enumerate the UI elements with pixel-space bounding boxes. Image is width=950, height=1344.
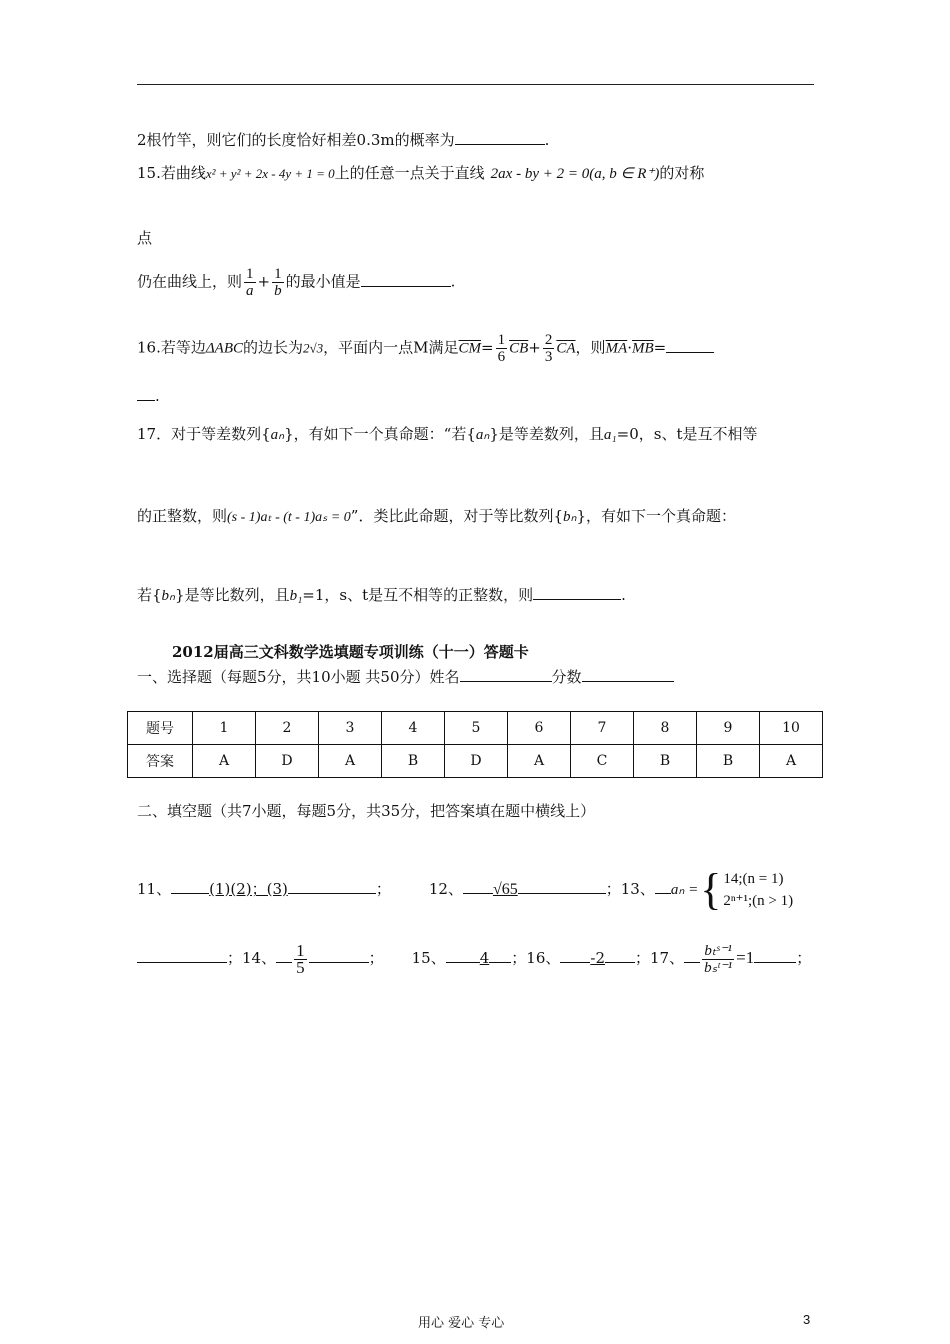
table-cell: 8 bbox=[634, 712, 697, 745]
blank-pad bbox=[276, 948, 292, 963]
vector-ca: $\overline{CA}$ bbox=[556, 340, 576, 357]
period: . bbox=[155, 387, 160, 405]
answer-17[interactable]: $\frac{\text{bₜˢ⁻¹}}{\text{bₛᵗ⁻¹}}$ bbox=[704, 942, 733, 976]
answer-blank[interactable] bbox=[361, 272, 451, 287]
a13-lhs: aₙ = bbox=[670, 882, 699, 898]
sep: ； bbox=[368, 949, 384, 967]
b1: b₁ bbox=[289, 588, 303, 604]
fraction-1-over-a: $\frac{1}{a}$ bbox=[246, 266, 254, 299]
footer-motto: 用心 爱心 专心 bbox=[418, 1316, 505, 1331]
a11-label: 11、 bbox=[137, 880, 172, 898]
table-cell[interactable]: A bbox=[760, 745, 823, 778]
a13-case1: 14;(n = 1) bbox=[723, 871, 784, 887]
equals: = bbox=[481, 338, 494, 357]
table-row bbox=[128, 745, 823, 778]
answer-13[interactable] bbox=[670, 865, 794, 914]
blank-pad bbox=[518, 879, 606, 894]
table-cell: 1 bbox=[193, 712, 256, 745]
blank-pad bbox=[446, 948, 480, 963]
q16-blank-cont bbox=[137, 386, 160, 406]
line-equation: 2ax - by + 2 = 0(a, b ∈ R⁺) bbox=[490, 166, 660, 182]
sep: ； bbox=[511, 949, 527, 967]
score-label: 分数 bbox=[551, 668, 582, 686]
q17-l1-d: =0，s、t是互不相等 bbox=[616, 425, 758, 443]
sep: ； bbox=[227, 949, 243, 967]
table-cell: 2 bbox=[256, 712, 319, 745]
q17-l2-b: ”．类比此命题，对于等比数列{ bbox=[350, 507, 564, 525]
blank-pad bbox=[655, 879, 671, 894]
table-row bbox=[128, 712, 823, 745]
q16-lead: 16.若等边 bbox=[137, 338, 206, 357]
table-cell[interactable]: B bbox=[634, 745, 697, 778]
table-cell[interactable]: A bbox=[319, 745, 382, 778]
a17-rhs: =1 bbox=[736, 948, 755, 967]
vector-cm: $\overline{CM}$ bbox=[458, 340, 482, 357]
blank-pad bbox=[560, 948, 590, 963]
q15-line3-b: 的最小值是 bbox=[285, 272, 361, 291]
answer-12[interactable]: √65 bbox=[492, 881, 518, 898]
seq-bn: bₙ bbox=[563, 509, 577, 525]
a15-label: 15、 bbox=[411, 949, 446, 967]
period: . bbox=[544, 131, 550, 149]
fraction-2-3: $\frac{2}{3}$ bbox=[544, 332, 553, 365]
vector-mb: $\overline{MB}$ bbox=[632, 340, 654, 357]
q16-line bbox=[137, 332, 714, 365]
answer-table bbox=[127, 711, 823, 778]
q17-line2 bbox=[137, 506, 736, 528]
curve-equation: x² + y² + 2x - 4y + 1 = 0 bbox=[205, 166, 335, 181]
answer-blank[interactable] bbox=[455, 130, 545, 145]
blank-pad bbox=[605, 948, 635, 963]
sep: ； bbox=[635, 949, 651, 967]
table-cell: 3 bbox=[319, 712, 382, 745]
a16-label: 16、 bbox=[526, 949, 561, 967]
blank-pad bbox=[288, 879, 376, 894]
sep: ； bbox=[796, 949, 812, 967]
table-cell: 5 bbox=[445, 712, 508, 745]
q16-mid3: ，则 bbox=[575, 338, 606, 357]
side-length: 2√3 bbox=[303, 340, 324, 356]
table-cell[interactable]: B bbox=[697, 745, 760, 778]
table-cell: 9 bbox=[697, 712, 760, 745]
q17-l2-a: 的正整数，则 bbox=[137, 507, 228, 525]
q15-line3-a: 仍在曲线上，则 bbox=[137, 272, 243, 291]
period: . bbox=[450, 272, 456, 291]
q16-mid1: 的边长为 bbox=[243, 338, 304, 357]
table-cell: 7 bbox=[571, 712, 634, 745]
table-cell[interactable]: A bbox=[508, 745, 571, 778]
q17-l1-c: }是等差数列，且 bbox=[489, 425, 604, 443]
section2-header: 二、填空题（共7小题，每题5分，共35分，把答案填在题中横线上） bbox=[137, 802, 596, 820]
fraction-1-6: $\frac{1}{6}$ bbox=[497, 332, 506, 365]
answer-label: 答案 bbox=[128, 745, 193, 778]
plus: + bbox=[528, 338, 541, 357]
q15-lead: 15.若曲线 bbox=[137, 164, 206, 182]
answer-blank[interactable] bbox=[666, 338, 714, 353]
answer-15[interactable]: 4 bbox=[479, 949, 490, 967]
table-cell[interactable]: A bbox=[193, 745, 256, 778]
seq-bn: bₙ bbox=[161, 588, 176, 604]
seq-an: aₙ bbox=[270, 427, 285, 443]
period: . bbox=[621, 586, 626, 604]
table-cell: 10 bbox=[760, 712, 823, 745]
equals-2: = bbox=[653, 338, 667, 357]
seq-an: aₙ bbox=[475, 427, 490, 443]
a14-label: 14、 bbox=[242, 949, 277, 967]
q16-mid2: ，平面内一点M满足 bbox=[323, 338, 459, 357]
brace-icon: { bbox=[700, 865, 722, 914]
q17-l1-b: }，有如下一个真命题：“若{ bbox=[284, 425, 476, 443]
q17-l3-c: =1，s、t是互不相等的正整数，则 bbox=[302, 586, 534, 604]
score-field[interactable] bbox=[582, 667, 674, 682]
q15-tail: 的对称 bbox=[659, 164, 705, 182]
q14-tail bbox=[137, 130, 549, 150]
blank-pad bbox=[171, 879, 209, 894]
a12-label: 12、 bbox=[428, 880, 463, 898]
table-cell[interactable]: D bbox=[256, 745, 319, 778]
a13-label: 13、 bbox=[620, 880, 655, 898]
vector-cb: $\overline{CB}$ bbox=[509, 340, 529, 357]
blank-pad bbox=[754, 948, 796, 963]
blank-pad bbox=[309, 948, 369, 963]
blank-pad bbox=[463, 879, 493, 894]
triangle: ΔABC bbox=[205, 340, 243, 357]
q15-mid: 上的任意一点关于直线 bbox=[334, 164, 485, 182]
sep: ； bbox=[605, 880, 621, 898]
header-rule bbox=[137, 84, 814, 85]
blank-pad bbox=[489, 948, 511, 963]
vector-ma: $\overline{MA}$ bbox=[605, 340, 628, 357]
q15-line1 bbox=[137, 163, 704, 184]
sep: ； bbox=[375, 880, 391, 898]
page-number: 3 bbox=[803, 1312, 811, 1327]
fill-answers-row1 bbox=[137, 865, 794, 914]
fill-answers-row2 bbox=[137, 938, 811, 978]
a13-case2: 2ⁿ⁺¹;(n > 1) bbox=[723, 893, 794, 909]
table-cell[interactable]: D bbox=[445, 745, 508, 778]
arith-formula: (s - 1)aₜ - (t - 1)aₛ = 0 bbox=[227, 510, 351, 525]
q15-line2: 点 bbox=[137, 229, 153, 247]
answer-card-title: 2012届高三文科数学选填题专项训练（十一）答题卡 bbox=[172, 643, 529, 661]
blank-pad bbox=[684, 948, 700, 963]
name-field[interactable] bbox=[460, 667, 552, 682]
a1: a₁ bbox=[603, 427, 617, 443]
q17-line3 bbox=[137, 585, 626, 606]
q17-l2-c: }，有如下一个真命题： bbox=[576, 507, 737, 525]
blank-pad bbox=[137, 948, 227, 963]
q17-line1 bbox=[137, 424, 757, 445]
answer-blank-cont[interactable] bbox=[137, 386, 155, 401]
q15-line3: 仍在曲线上，则 $\frac{1}{a}$ + $\frac{1}{b}$ 的最小值是 . bbox=[137, 266, 456, 299]
q14-text: 2根竹竿，则它们的长度恰好相差0.3m的概率为 bbox=[137, 131, 455, 149]
answer-14[interactable]: $\frac{1}{5}$ bbox=[296, 940, 305, 977]
answer-blank[interactable] bbox=[533, 585, 621, 600]
dot: · bbox=[627, 338, 632, 357]
header-label: 题号 bbox=[128, 712, 193, 745]
section1-header bbox=[137, 667, 674, 687]
section1-text: 一、选择题（每题5分，共10小题 共50分）姓名 bbox=[137, 668, 460, 686]
q17-l3-a: 若{ bbox=[137, 586, 162, 604]
a17-label: 17、 bbox=[650, 949, 685, 967]
table-cell[interactable]: C bbox=[571, 745, 634, 778]
table-cell[interactable]: B bbox=[382, 745, 445, 778]
table-cell: 6 bbox=[508, 712, 571, 745]
fraction-1-over-b: $\frac{1}{b}$ bbox=[274, 266, 282, 299]
answer-11[interactable]: (1)(2)；(3) bbox=[209, 880, 288, 898]
q17-l3-b: }是等比数列，且 bbox=[175, 586, 290, 604]
q17-l1-a: 17．对于等差数列{ bbox=[137, 425, 271, 443]
answer-16[interactable]: -2 bbox=[590, 949, 605, 967]
table-cell: 4 bbox=[382, 712, 445, 745]
